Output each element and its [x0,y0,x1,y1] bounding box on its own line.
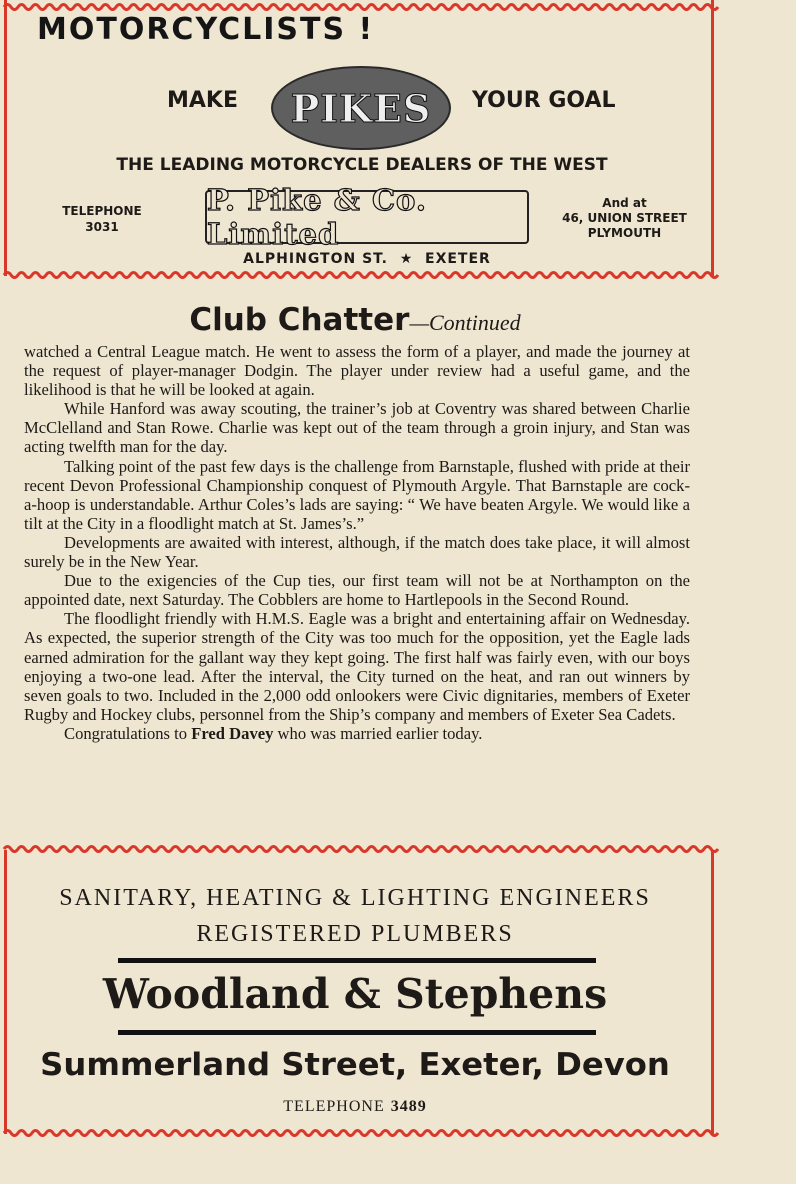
address-city: EXETER [425,251,491,267]
article-paragraph: Talking point of the past few days is the challenge from Barnstaple, flushed with pride at their recent Devon Professional Championship conquest of Plymouth Argyle. That Barnstaple are cock-a-hoop is understandable. Arthur Coles’s lads are saying: “ We have beaten Argyle. We would like a tilt at the City in a floodlight match at St. James’s.” [24,456,690,533]
rule-top [118,958,596,963]
company-street-address: Summerland Street, Exeter, Devon [40,1047,670,1083]
branch-and-at: And at [602,196,647,210]
closing-prefix: Congratulations to [64,723,192,743]
ad-tagline: THE LEADING MOTORCYCLE DEALERS OF THE WEST [116,155,608,175]
pikes-advertisement [4,0,714,276]
ad-border-bottom [0,268,796,282]
company-name: Woodland & Stephens [102,970,608,1018]
woodland-telephone-label: TELEPHONE [283,1098,385,1115]
article-body [24,342,690,743]
pikes-logo-text: PIKES [290,85,432,131]
services-text [0,880,710,952]
your-goal-word: YOUR GOAL [472,88,616,113]
make-word: MAKE [167,88,238,113]
branch-city: PLYMOUTH [587,226,662,240]
article-paragraph: Due to the exigencies of the Cup ties, our first team will not be at Northampton on the appointed date, next Saturday. The Cobblers are home to Hartlepools in the Second Round. [24,571,690,610]
services-line-2: REGISTERED PLUMBERS [196,921,514,947]
woodland-telephone [0,1098,710,1116]
make-pikes-row [167,66,667,146]
telephone-number: 3031 [85,220,119,234]
article-closing [24,724,690,743]
telephone-label: TELEPHONE [62,204,142,218]
article-paragraph: watched a Central League match. He went to assess the form of a player, and made the journey at the request of player-manager Dodgin. The player under review had a useful game, and the likelihood is that he will be looked at again. [24,342,690,400]
rule-bottom [118,1030,596,1035]
closing-suffix: who was married earlier today. [273,723,483,743]
closing-name: Fred Davey [191,723,274,743]
address-street: ALPHINGTON ST. [243,251,388,267]
pikes-logo [271,66,451,150]
branch-street: 46, UNION STREET [562,211,687,225]
company-logo: P. Pike & Co. Limited [205,190,529,244]
branch-block [542,196,707,241]
article-title-main: Club Chatter [189,302,410,338]
article-paragraph: Developments are awaited with interest, although, if the match does take place, it will almost surely be in the New Year. [24,532,690,572]
article-title [0,302,710,338]
ad2-border-bottom [0,1126,796,1140]
services-line-1: SANITARY, HEATING & LIGHTING ENGINEERS [59,885,651,911]
article-paragraph: The floodlight friendly with H.M.S. Eagle was a bright and entertaining affair on Wednesday. As expected, the superior strength of the City was too much for the opposition, yet the Eagle lads earned admiration for the gallant way they kept going. The first half was fairly even, with our boys enjoying a two-one lead. After the interval, the City turned on the heat, and ran out winners by seven goals to two. Included in the 2,000 odd onlookers were Civic dignitaries, members of Exeter Rugby and Hockey clubs, personnel from the Ship’s company and members of Exeter Sea Cadets. [24,609,690,724]
woodland-telephone-number: 3489 [390,1098,427,1115]
company-address [157,251,577,267]
telephone-block [47,203,157,235]
star-icon: ★ [399,251,414,267]
article-title-continued: —Continued [409,310,521,335]
article-paragraph: While Hanford was away scouting, the trainer’s job at Coventry was shared between Charlie McClelland and Stan Rowe. Charlie was kept out of the team through a groin injury, and Stan was acting twelfth man for the day. [24,399,690,457]
ad-headline: MOTORCYCLISTS ! [37,12,375,47]
